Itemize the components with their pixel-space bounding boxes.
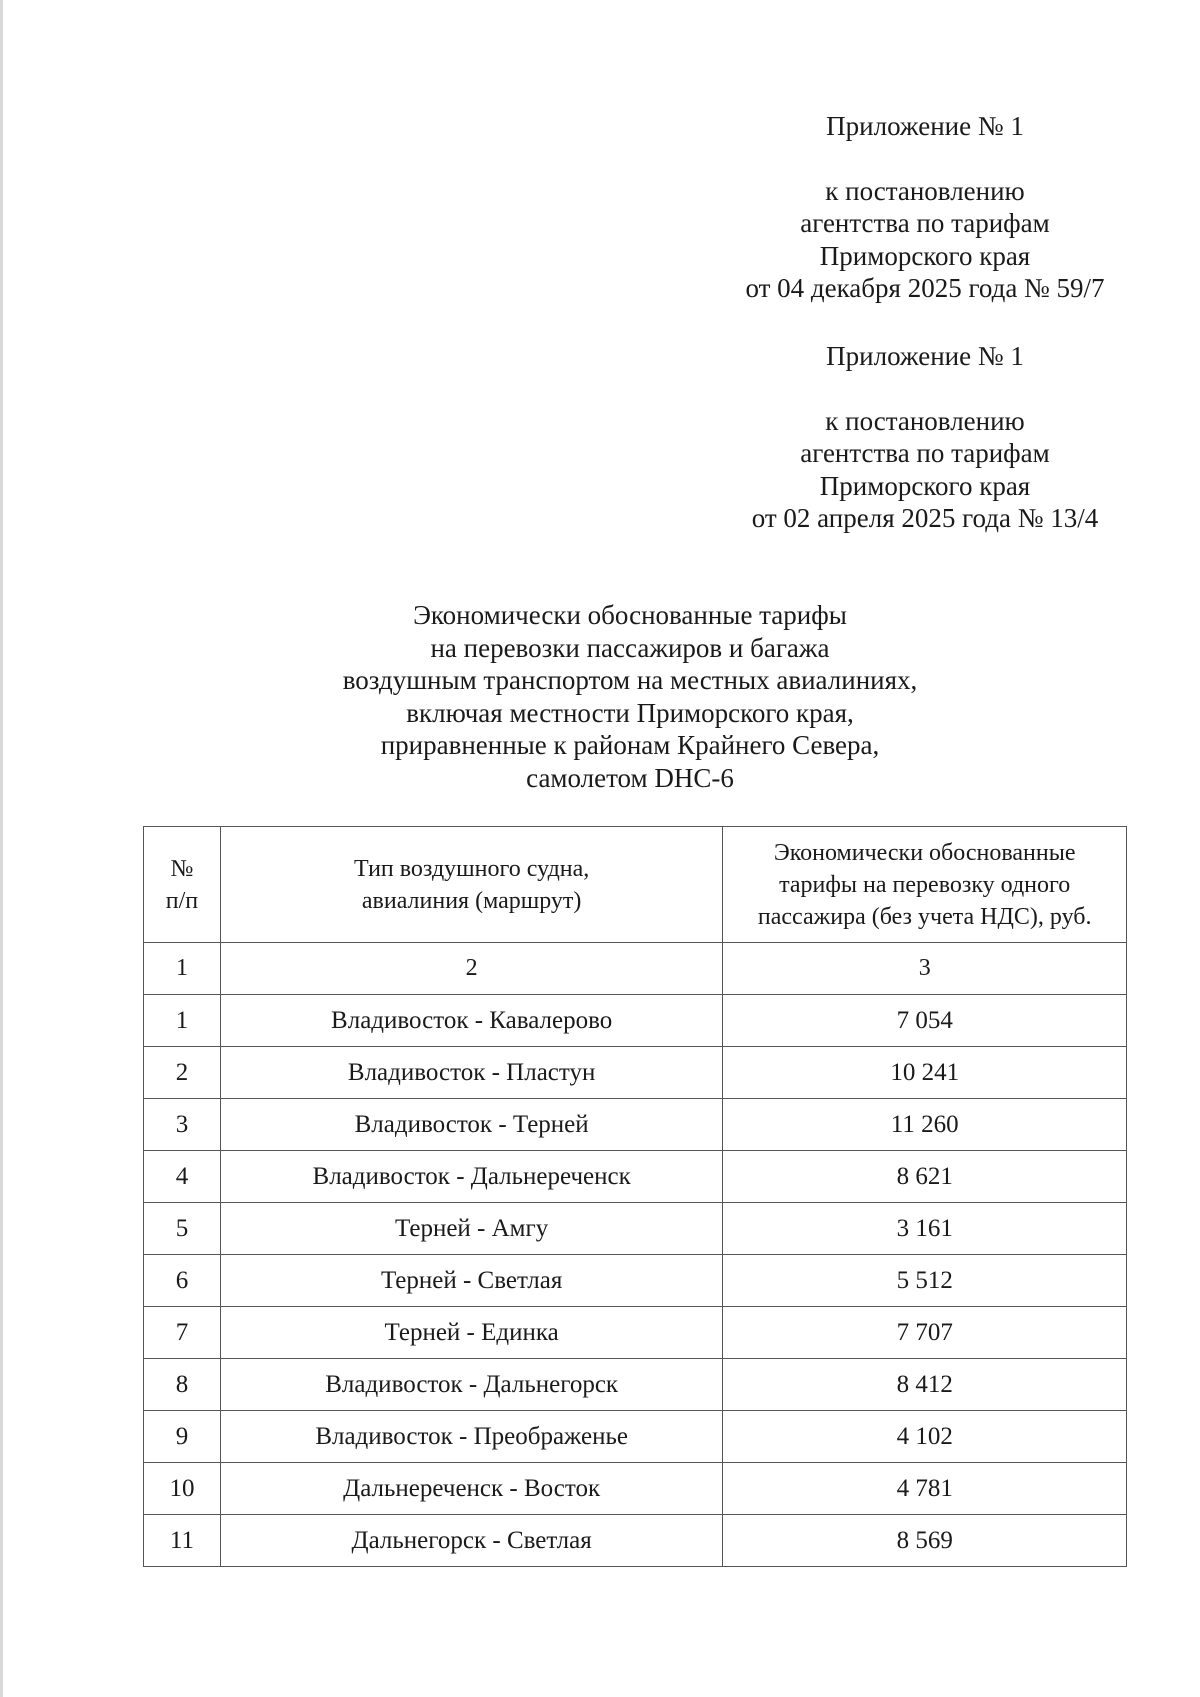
row-number: 3	[144, 1099, 221, 1151]
column-index: 3	[723, 943, 1127, 995]
row-number: 10	[144, 1463, 221, 1515]
document-title-line: приравненные к районам Крайнего Севера,	[380, 730, 880, 760]
route-cell: Дальнереченск - Восток	[220, 1463, 722, 1515]
table-header-row	[144, 827, 1127, 943]
document-title-line: самолетом DHC-6	[526, 762, 734, 793]
route-cell: Терней - Амгу	[220, 1203, 722, 1255]
route-cell: Терней - Светлая	[220, 1255, 722, 1307]
route-cell: Дальнегорск - Светлая	[220, 1515, 722, 1567]
column-index-row	[144, 943, 1127, 995]
header-tariff: Экономически обоснованные тарифы на перевозку одного пассажира (без учета НДС), руб.	[723, 827, 1127, 943]
row-number: 6	[144, 1255, 221, 1307]
table-row	[144, 1411, 1127, 1463]
row-number: 11	[144, 1515, 221, 1567]
tariff-cell: 10 241	[723, 1047, 1127, 1099]
header-route: Тип воздушного судна, авиалиния (маршрут)	[220, 827, 722, 943]
appendix-date-line: от 04 декабря 2025 года № 59/7	[745, 273, 1105, 303]
row-number: 5	[144, 1203, 221, 1255]
document-title-line: на перевозки пассажиров и багажа	[430, 632, 830, 663]
appendix-line: Приморского края	[819, 240, 1031, 271]
table-row	[144, 995, 1127, 1047]
table-row	[144, 1255, 1127, 1307]
column-index: 1	[144, 943, 221, 995]
tariff-cell: 8 412	[723, 1359, 1127, 1411]
appendix-block-previous	[690, 340, 1160, 535]
tariff-cell: 8 569	[723, 1515, 1127, 1567]
route-cell: Владивосток - Преображенье	[220, 1411, 722, 1463]
route-cell: Владивосток - Дальнегорск	[220, 1359, 722, 1411]
appendix-line: агентства по тарифам	[800, 438, 1050, 468]
appendix-title: Приложение № 1	[826, 341, 1024, 371]
route-cell: Терней - Единка	[220, 1307, 722, 1359]
row-number: 9	[144, 1411, 221, 1463]
row-number: 7	[144, 1307, 221, 1359]
tariff-cell: 4 102	[723, 1411, 1127, 1463]
appendix-block-current	[690, 110, 1160, 305]
document-title-line: воздушным транспортом на местных авиалиниях,	[342, 665, 918, 695]
table-row	[144, 1099, 1127, 1151]
tariff-cell: 7 707	[723, 1307, 1127, 1359]
tariff-cell: 11 260	[723, 1099, 1127, 1151]
document-title	[280, 599, 980, 794]
tariff-cell: 4 781	[723, 1463, 1127, 1515]
route-cell: Владивосток - Дальнереченск	[220, 1151, 722, 1203]
document-title-line: включая местности Приморского края,	[406, 697, 854, 728]
tariff-cell: 8 621	[723, 1151, 1127, 1203]
route-cell: Владивосток - Терней	[220, 1099, 722, 1151]
column-index: 2	[220, 943, 722, 995]
table-row	[144, 1203, 1127, 1255]
appendix-title: Приложение № 1	[826, 111, 1024, 141]
page-edge	[0, 0, 3, 1697]
row-number: 8	[144, 1359, 221, 1411]
table-row	[144, 1359, 1127, 1411]
row-number: 2	[144, 1047, 221, 1099]
appendix-line: Приморского края	[819, 470, 1031, 501]
table-row	[144, 1047, 1127, 1099]
appendix-line: к постановлению	[825, 175, 1025, 206]
route-cell: Владивосток - Пластун	[220, 1047, 722, 1099]
table-row	[144, 1463, 1127, 1515]
table-row	[144, 1307, 1127, 1359]
tariff-table	[143, 826, 1127, 1567]
route-cell: Владивосток - Кавалерово	[220, 995, 722, 1047]
tariff-cell: 3 161	[723, 1203, 1127, 1255]
document-title-line: Экономически обоснованные тарифы	[413, 600, 847, 630]
tariff-cell: 7 054	[723, 995, 1127, 1047]
appendix-line: к постановлению	[825, 405, 1025, 436]
header-number: № п/п	[144, 827, 221, 943]
table-row	[144, 1515, 1127, 1567]
appendix-line: агентства по тарифам	[800, 208, 1050, 238]
row-number: 1	[144, 995, 221, 1047]
appendix-date-line: от 02 апреля 2025 года № 13/4	[751, 503, 1099, 533]
row-number: 4	[144, 1151, 221, 1203]
tariff-cell: 5 512	[723, 1255, 1127, 1307]
table-row	[144, 1151, 1127, 1203]
